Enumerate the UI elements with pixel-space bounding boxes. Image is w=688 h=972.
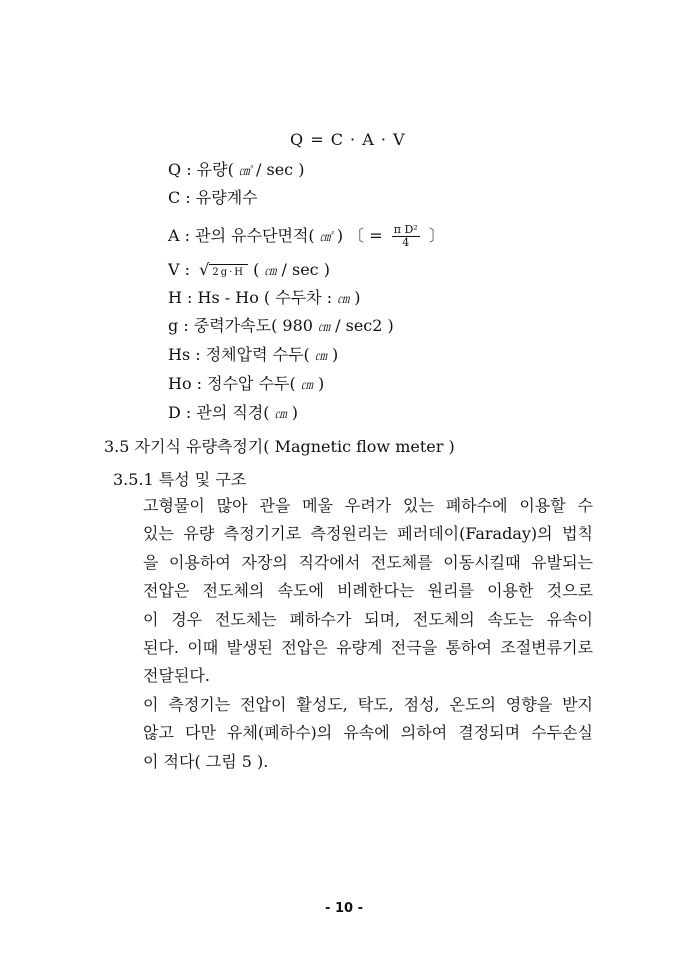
def-hs-suffix: ) xyxy=(326,345,339,364)
def-a xyxy=(168,224,445,249)
def-d xyxy=(168,403,298,424)
def-d-unit: ㎝ xyxy=(274,407,287,421)
subsection-heading: 3.5.1 특성 및 구조 xyxy=(113,470,247,489)
def-g-text: g : 중력가속도( 980 xyxy=(168,316,319,335)
def-hs-text: Hs : 정체압력 수두( xyxy=(168,345,315,364)
paragraph-line: 이 적다( 그림 5 ). xyxy=(143,751,269,771)
def-h xyxy=(168,288,361,309)
def-g-suffix: / sec2 ) xyxy=(330,316,394,335)
page-number: - 10 - xyxy=(325,901,363,916)
area-fraction xyxy=(392,224,420,249)
def-v-open: ( xyxy=(248,260,265,279)
def-hs xyxy=(168,345,338,366)
paragraph-line: 을 이용하여 자장의 직각에서 전도체를 이동시킬때 유발되는 xyxy=(143,552,593,572)
def-h-unit: ㎝ xyxy=(337,292,350,306)
def-d-suffix: ) xyxy=(286,403,298,422)
sqrt-icon: √ xyxy=(199,260,210,279)
def-v-suffix: / sec ) xyxy=(276,260,330,279)
paragraph-line: 이 측정기는 전압이 활성도, 탁도, 점성, 온도의 영향을 받지 xyxy=(143,695,593,714)
def-d-text: D : 관의 직경( xyxy=(168,403,275,422)
def-v-unit: ㎝ xyxy=(264,264,277,278)
def-ho-unit: ㎝ xyxy=(300,378,313,392)
def-a-unit: ㎠ xyxy=(319,230,332,244)
fraction-denominator: 4 xyxy=(402,236,410,249)
paragraph-line: 전달된다. xyxy=(143,666,210,686)
paragraph-line: 된다. 이때 발생된 전압은 유량계 전극을 통하여 조절변류기로 xyxy=(143,637,593,657)
paragraph-characteristics xyxy=(143,691,593,776)
def-h-text: H : Hs - Ho ( 수두차 : xyxy=(168,288,338,307)
def-v xyxy=(168,260,330,281)
fraction-numerator: π D² xyxy=(393,223,418,236)
def-ho-suffix: ) xyxy=(312,374,325,393)
def-ho-text: Ho : 정수압 수두( xyxy=(168,374,301,393)
paragraph-line: 전압은 전도체의 속도에 비례한다는 원리를 이용한 것으로 xyxy=(143,581,593,601)
paragraph-principle xyxy=(143,492,593,691)
def-a-text: A : 관의 유수단면적( xyxy=(168,226,320,245)
def-a-suffix: 〕 xyxy=(423,226,445,245)
paragraph-line: 고형물이 많아 관을 메울 우려가 있는 폐하수에 이용할 수 xyxy=(143,496,593,515)
def-g-unit: ㎝ xyxy=(318,320,331,334)
def-hs-unit: ㎝ xyxy=(314,349,327,363)
paragraph-line: 않고 다만 유체(폐하수)의 유속에 의하여 결정되며 수두손실 xyxy=(143,723,593,743)
def-ho xyxy=(168,374,324,395)
def-q-suffix: / sec ) xyxy=(250,160,305,179)
def-a-mid: ) 〔 = xyxy=(331,226,388,245)
sqrt-expression: 2g·H xyxy=(209,264,248,280)
def-q xyxy=(168,160,304,181)
section-heading: 3.5 자기식 유량측정기( Magnetic flow meter ) xyxy=(104,437,455,456)
def-q-unit: ㎤ xyxy=(238,164,251,178)
def-h-suffix: ) xyxy=(349,288,361,307)
paragraph-line: 있는 유량 측정기기로 측정원리는 페러데이(Faraday)의 법칙 xyxy=(143,524,593,544)
def-v-text: V : xyxy=(168,260,196,279)
def-q-text: Q : 유량( xyxy=(168,160,239,179)
paragraph-line: 이 경우 전도체는 폐하수가 되며, 전도체의 속도는 유속이 xyxy=(143,609,593,629)
def-c: C : 유량계수 xyxy=(168,188,258,207)
flow-formula: Q = C · A · V xyxy=(290,130,406,149)
def-g xyxy=(168,316,394,337)
